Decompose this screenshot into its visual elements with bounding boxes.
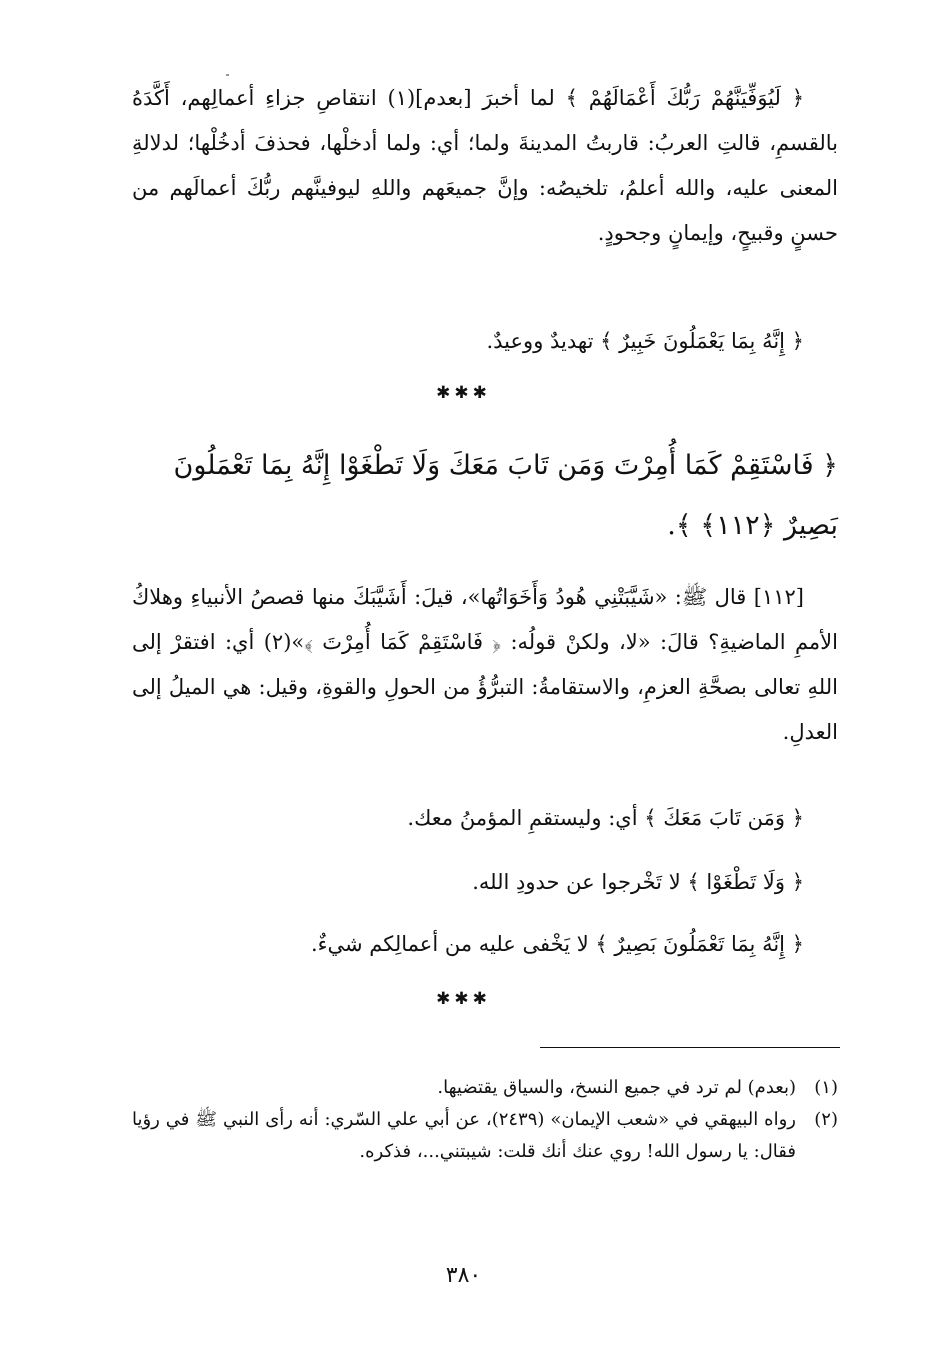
paragraph-commentary-3: [١١٢] قال ﷺ: «شَيَّبَتْنِي هُودُ وَأَخَوَاتُها»، قيلَ: أَشَيَّبَكَ منها قصصُ الأنبياءِ وهلاكُ الأممِ الماضيةِ؟ قالَ: «لا، ولكنْ قولُه: ﴿ فَاسْتَقِمْ كَمَا أُمِرْتَ ﴾»(٢) أي: افتقرْ إلى اللهِ تعالى بصحَّةِ العزمِ، والاستقامةُ: التبرُّؤُ من الحولِ والقوةِ، وقيل: هي الميلُ إلى العدلِ. [132, 585, 838, 744]
footnote-divider [540, 1047, 840, 1048]
section-separator-2: ✱✱✱ [436, 989, 491, 1009]
footnote-1-text: (بعدم) لم ترد في جميع النسخ، والسياق يقتضيها. [437, 1077, 796, 1098]
footnote-2 [132, 1104, 838, 1168]
footnote-1-number: (١) [814, 1077, 838, 1098]
paragraph-commentary-2: ﴿ إِنَّهُ بِمَا يَعْمَلُونَ خَبِيرٌ ﴾ تهديدٌ ووعيدٌ. [486, 329, 804, 353]
paragraph-commentary-5: ﴿ وَلَا تَطْغَوْا ﴾ لا تَخْرجوا عن حدودِ الله. [472, 870, 804, 894]
footnote-1 [132, 1072, 838, 1104]
footnote-2-text: رواه البيهقي في «شعب الإيمان» (٢٤٣٩)، عن أبي علي السّري: أنه رأى النبي ﷺ في رؤيا فقال: يا رسول الله! روي عنك أنك قلت: شيبتني...، فذكره. [132, 1109, 796, 1162]
quran-verse-112: ﴿ فَاسْتَقِمْ كَمَا أُمِرْتَ وَمَن تَابَ مَعَكَ وَلَا تَطْغَوْا إِنَّهُ بِمَا تَعْمَلُونَ بَصِيرٌ ﴿١١٢﴾ ﴾. [173, 450, 838, 541]
footnotes [132, 1072, 838, 1168]
paragraph-commentary-4: ﴿ وَمَن تَابَ مَعَكَ ﴾ أي: وليستقمِ المؤمنُ معك. [407, 806, 804, 830]
paragraph-commentary-6: ﴿ إِنَّهُ بِمَا تَعْمَلُونَ بَصِيرٌ ﴾ لا يَخْفى عليه من أعمالِكم شيءٌ. [310, 932, 804, 956]
footnote-2-number: (٢) [814, 1109, 838, 1130]
section-separator-1: ✱✱✱ [436, 383, 491, 403]
paragraph-commentary-1: ﴿ لَيُوَفِّيَنَّهُمْ رَبُّكَ أَعْمَالَهُمْ ﴾ لما أخبرَ [بعدم](١) انتقاصِ جزاءِ أعمالِهم، أَكَّدَهُ بالقسمِ، قالتِ العربُ: قاربتُ المدينةَ ولما؛ أي: ولما أدخلْها، فحذفَ أدخُلْها؛ لدلالةِ المعنى عليه، والله أعلمُ، تلخيصُه: وإنَّ جميعَهم واللهِ ليوفينَّهم ربُّكَ أعمالَهم من حسنٍ وقبيحٍ، وإيمانٍ وجحودٍ. [132, 86, 838, 245]
page-number: ٣٨٠ [445, 1263, 482, 1288]
